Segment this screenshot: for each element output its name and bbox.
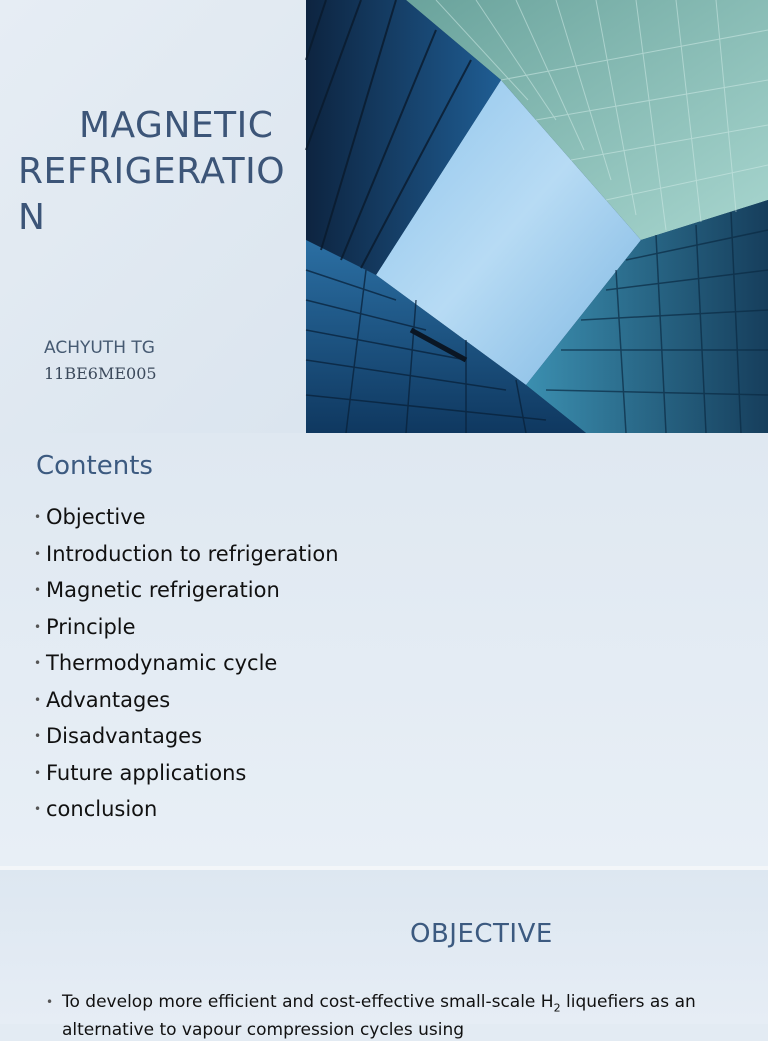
contents-heading: Contents [36, 451, 153, 481]
bullet-icon: • [34, 802, 42, 816]
list-item [34, 609, 339, 646]
objective-paragraph [46, 991, 702, 1041]
list-item-label: Future applications [46, 760, 247, 785]
list-item [34, 536, 339, 573]
bullet-icon: • [34, 692, 42, 707]
bullet-icon: • [34, 583, 42, 597]
list-item-label: Advantages [46, 687, 171, 712]
objective-slide [0, 870, 768, 1041]
objective-text-part1: To develop more efficient and cost-effective small-scale H [62, 992, 554, 1012]
objective-text-part2: liquefiers as an alternative to vapour compression cycles using [62, 992, 696, 1041]
bullet-icon: • [46, 995, 54, 1009]
bullet-icon: • [34, 729, 42, 743]
contents-slide [0, 433, 768, 866]
list-item-label: Magnetic refrigeration [46, 578, 280, 602]
list-item [34, 755, 339, 792]
subscript-2: 2 [553, 1001, 561, 1015]
roll-number: 11BE6ME005 [44, 364, 157, 383]
list-item-label: Thermodynamic cycle [46, 651, 278, 675]
title-slide [0, 0, 768, 433]
building-photo [306, 0, 768, 433]
list-item [34, 791, 339, 828]
list-item-label: Principle [46, 614, 136, 639]
bullet-icon: • [34, 510, 42, 524]
list-item [34, 718, 339, 755]
bullet-icon: • [34, 656, 42, 670]
list-item-label: Disadvantages [46, 724, 203, 748]
bullet-icon: • [34, 765, 42, 780]
list-item [34, 682, 339, 719]
list-item [34, 499, 339, 536]
author-name: ACHYUTH TG [44, 338, 155, 358]
list-item-label: Introduction to refrigeration [46, 541, 339, 566]
contents-list [34, 499, 339, 828]
slide-title-line2: REFRIGERATION [18, 151, 286, 238]
bullet-icon: • [34, 546, 42, 561]
slide-title [18, 103, 298, 241]
list-item-label: Objective [46, 505, 146, 529]
list-item-label: conclusion [46, 797, 158, 821]
list-item [34, 645, 339, 682]
list-item [34, 572, 339, 609]
bullet-icon: • [34, 619, 42, 634]
slide-title-line1: MAGNETIC [79, 105, 274, 146]
objective-heading: OBJECTIVE [410, 919, 553, 949]
